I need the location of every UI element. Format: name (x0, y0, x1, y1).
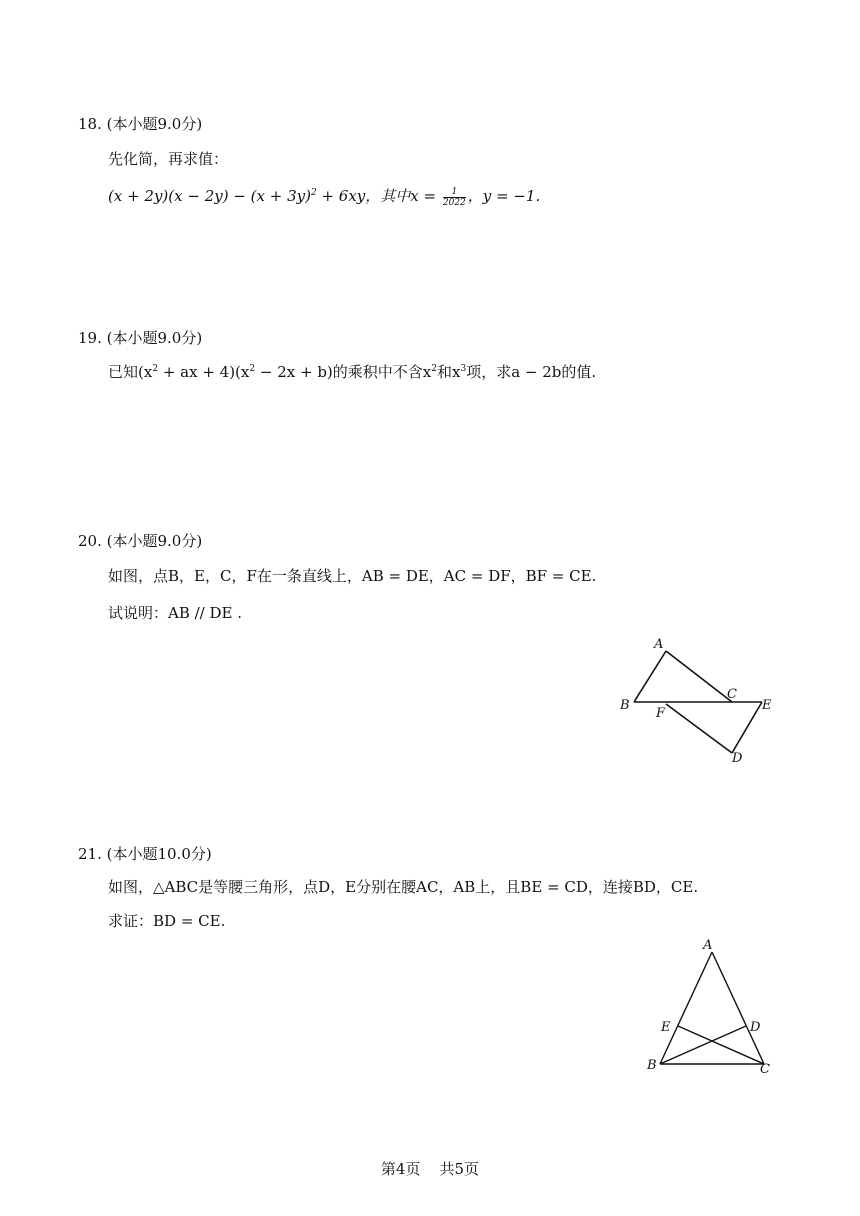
q18-expression (108, 185, 540, 208)
q18-fraction (443, 187, 466, 208)
q21-label-e: E (661, 1020, 671, 1035)
page-footer: 第4页 共5页 (380, 1160, 480, 1178)
q18-expr-tail: + 6xy，其中 (316, 187, 411, 205)
q18-expr-main: (x + 2y)(x − 2y) − (x + 3y) (108, 187, 311, 205)
q21-label-b: B (647, 1058, 657, 1073)
q20-label-f: F (656, 706, 666, 721)
q18-instruction: 先化简，再求值： (108, 150, 229, 168)
q21-figure (640, 930, 790, 1080)
q19-statement (108, 361, 596, 382)
q21-segment-ac (712, 952, 764, 1064)
q21-label-a: A (703, 938, 713, 953)
q20-label-d: D (732, 751, 743, 766)
q20-label-e: E (762, 698, 772, 713)
q20-segment-ac (666, 651, 732, 702)
q18-frac-num: 1 (443, 187, 466, 198)
q18-x-eq: x = (410, 187, 441, 205)
q19-part-e: 项，求a − 2b的值. (466, 363, 597, 381)
q19-part-d: 和x (436, 363, 461, 381)
q18-header: 18. (本小题9.0分) (78, 115, 203, 133)
q20-label-c: C (727, 687, 737, 702)
q21-header: 21. (本小题10.0分) (78, 845, 212, 863)
q20-figure (612, 632, 782, 772)
q21-label-c: C (760, 1062, 770, 1077)
q19-sup-c: 2 (431, 364, 437, 374)
q20-segment-df (666, 704, 732, 753)
q20-segment-ab (634, 651, 666, 702)
q19-sup-b: 2 (249, 364, 256, 374)
q20-label-a: A (654, 637, 664, 652)
q21-statement: 如图，△ABC是等腰三角形，点D，E分别在腰AC，AB上，且BE = CD，连接BD，CE. (108, 878, 699, 896)
q19-sup-d: 3 (460, 364, 467, 374)
q21-segment-bd (660, 1026, 746, 1064)
q19-part-c: − 2x + b)的乘积中不含x (255, 363, 432, 381)
q21-label-d: D (750, 1020, 761, 1035)
q20-header: 20. (本小题9.0分) (78, 532, 203, 550)
q18-expr-sup: 2 (310, 188, 317, 198)
q18-y-eq: ，y = −1. (467, 187, 541, 205)
q19-part-a: 已知(x (108, 363, 153, 381)
q20-statement: 如图，点B，E，C，F在一条直线上，AB = DE，AC = DF，BF = CE. (108, 567, 597, 585)
q21-segment-ab (660, 952, 712, 1064)
q20-segment-ed (732, 702, 762, 753)
q19-sup-a: 2 (152, 364, 159, 374)
q19-header: 19. (本小题9.0分) (78, 329, 203, 347)
q18-frac-den: 2022 (442, 197, 466, 208)
q21-prove: 求证：BD = CE. (108, 912, 226, 930)
q19-part-b: + ax + 4)(x (158, 363, 250, 381)
q20-label-b: B (620, 698, 630, 713)
q20-prove: 试说明：AB // DE . (108, 604, 243, 622)
